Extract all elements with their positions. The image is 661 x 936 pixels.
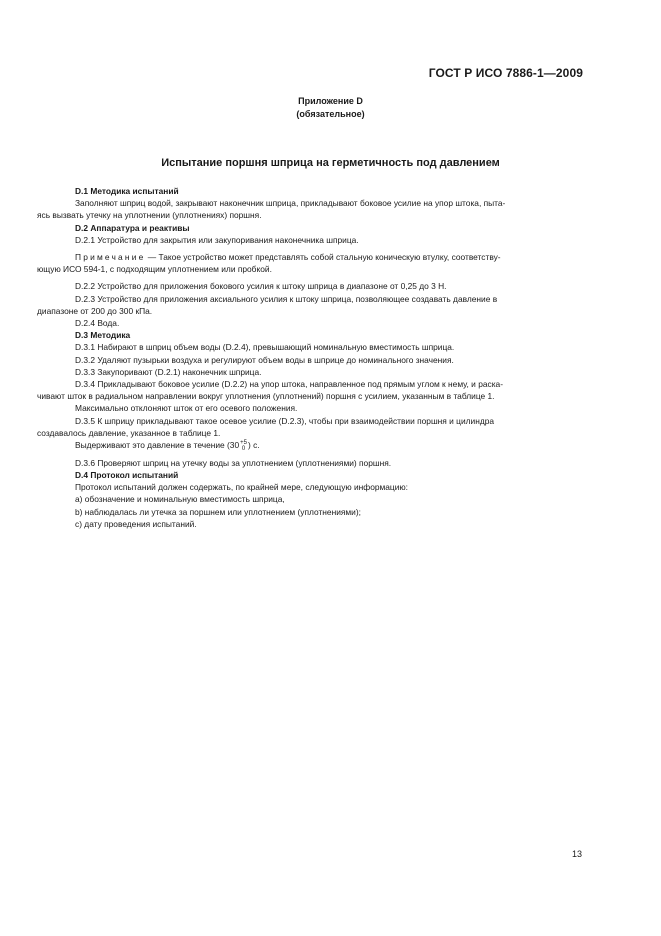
paragraph-d1-line2: ясь вызвать утечку на уплотнении (уплотнениях) поршня. (37, 210, 262, 221)
paragraph-d35-line1: D.3.5 К шприцу прикладывают такое осевое усилие (D.2.3), чтобы при взаимодействии поршня и цилиндра (75, 415, 495, 426)
paragraph-d35-line3 (75, 439, 587, 452)
document-body (37, 185, 587, 530)
section-heading-d4: D.4 Протокол испытаний (75, 470, 179, 481)
hold-time-prefix: Выдерживают это давление в течение (30 (75, 440, 240, 451)
list-item-b: b) наблюдалась ли утечка за поршнем или уплотнением (уплотнениями); (75, 506, 361, 517)
paragraph-d24: D.2.4 Вода. (75, 318, 120, 329)
appendix-title: Приложение D (298, 96, 363, 106)
paragraph-d23-line2: диапазоне от 200 до 300 кПа. (37, 305, 153, 316)
section-heading-d1: D.1 Методика испытаний (75, 186, 179, 196)
paragraph-d32: D.3.2 Удаляют пузырьки воздуха и регулируют объем воды в шприце до номинального значения. (75, 354, 454, 365)
paragraph-d4: Протокол испытаний должен содержать, по крайней мере, следующую информацию: (75, 482, 409, 493)
paragraph-d35-line2: создавалось давление, указанное в таблице 1. (37, 427, 221, 438)
tolerance-fraction (240, 440, 247, 452)
standard-number: ГОСТ Р ИСО 7886-1—2009 (428, 66, 583, 80)
section-heading-d2: D.2 Аппаратура и реактивы (75, 222, 190, 233)
appendix-status: (обязательное) (296, 109, 365, 119)
section-heading-d3: D.3 Методика (75, 330, 131, 341)
paragraph-d34-line1: D.3.4 Прикладывают боковое усилие (D.2.2) на упор штока, направленное под прямым углом к нему, и раска- (75, 379, 503, 390)
paragraph-d34-line2: чивают шток в радиальном направлении вокруг уплотнения (уплотнений) поршня с усилием, указанным в таблице 1. (37, 391, 495, 402)
paragraph-d31: D.3.1 Набирают в шприц объем воды (D.2.4), превышающий номинальную вместимость шприца. (75, 342, 455, 353)
note-line2: ющую ИСО 594-1, с подходящим уплотнением или пробкой. (37, 264, 272, 275)
paragraph-d36: D.3.6 Проверяют шприц на утечку воды за уплотнением (уплотнениями) поршня. (75, 457, 392, 468)
note-text: — Такое устройство может представлять собой стальную коническую втулку, соответству- (145, 252, 501, 263)
list-item-c: c) дату проведения испытаний. (75, 518, 197, 529)
page-number: 13 (571, 849, 582, 859)
note-line1 (75, 251, 587, 263)
document-title: Испытание поршня шприца на герметичность под давлением (161, 157, 500, 169)
paragraph-d33: D.3.3 Закупоривают (D.2.1) наконечник шприца. (75, 366, 262, 377)
paragraph-d21: D.2.1 Устройство для закрытия или закупоривания наконечника шприца. (75, 234, 359, 245)
paragraph-d22: D.2.2 Устройство для приложения бокового усилия к штоку шприца в диапазоне от 0,25 до 3 Н. (75, 281, 447, 292)
paragraph-d1-line1: Заполняют шприц водой, закрывают наконечник шприца, прикладывают боковое усилие на упор штока, пыта- (75, 198, 506, 209)
tolerance-lower: 0 (241, 445, 246, 452)
note-label: Примечание (75, 252, 146, 263)
paragraph-d23-line1: D.2.3 Устройство для приложения аксиального усилия к штоку шприца, позволяющее создавать давление в (75, 293, 498, 304)
paragraph-d34-line3: Максимально отклоняют шток от его осевого положения. (75, 403, 298, 414)
list-item-a: a) обозначение и номинальную вместимость шприца, (75, 494, 285, 505)
hold-time-suffix: ) с. (247, 440, 260, 451)
tolerance-upper: +5 (240, 439, 247, 446)
